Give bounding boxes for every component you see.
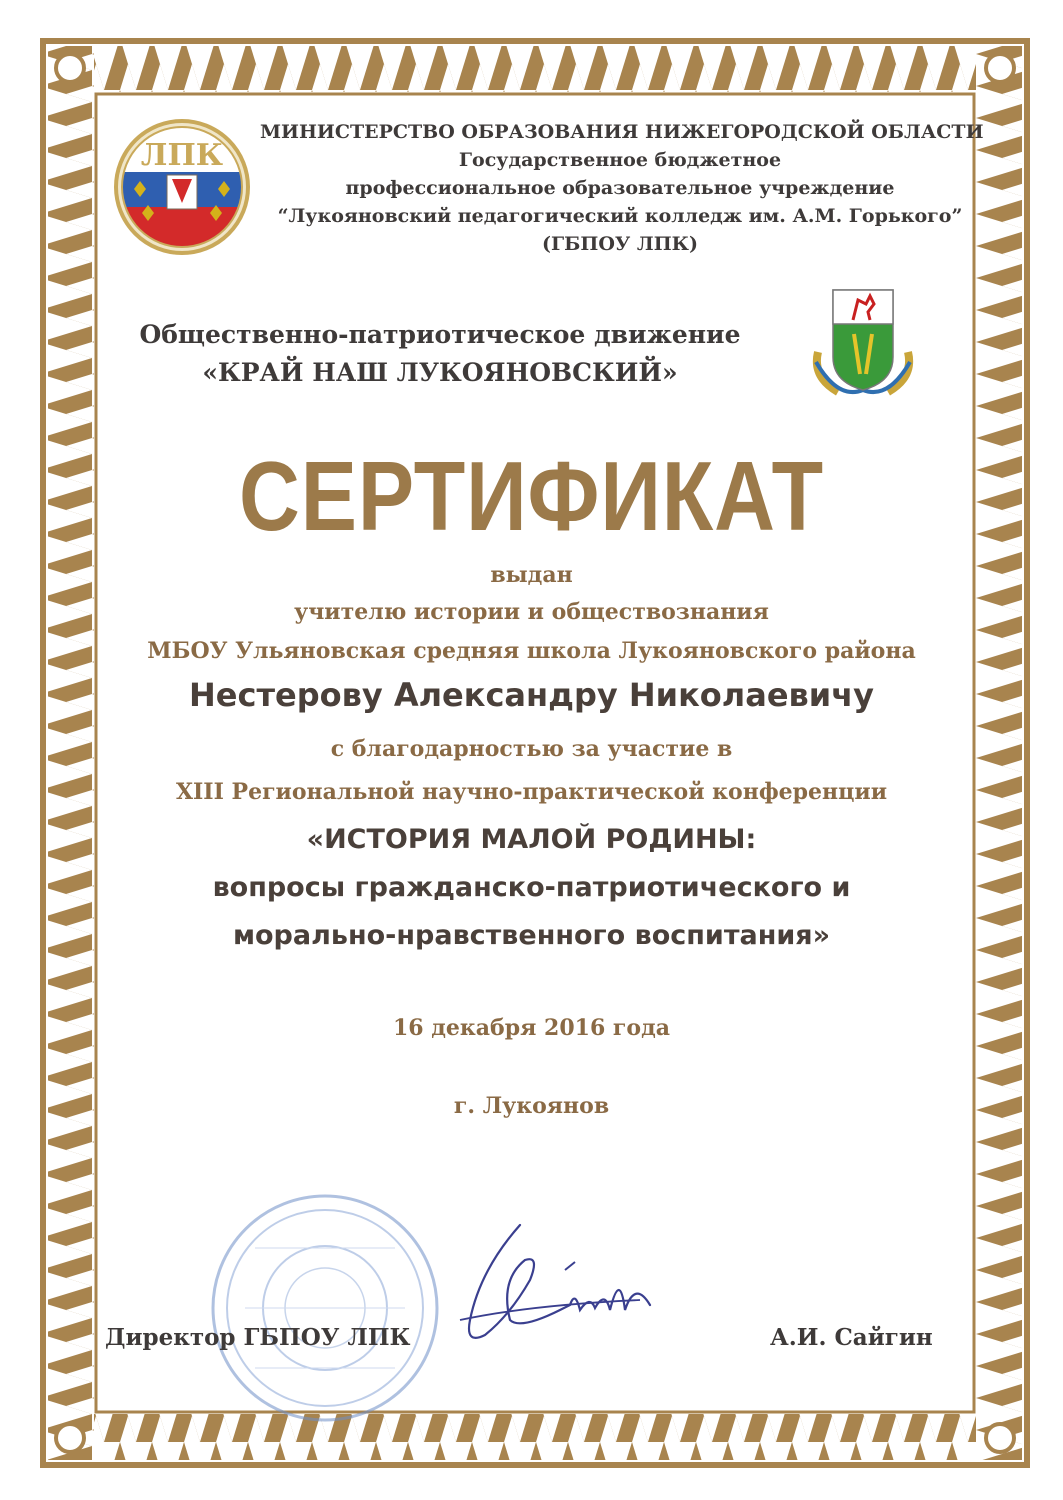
certificate-title: СЕРТИФИКАТ	[239, 441, 824, 551]
movement-line-2: «КРАЙ НАШ ЛУКОЯНОВСКИЙ»	[202, 358, 678, 387]
certificate-city: г. Лукоянов	[453, 1093, 610, 1119]
issued-label: выдан	[490, 562, 573, 588]
recipient-school: МБОУ Ульяновская средняя школа Лукояновского района	[147, 638, 916, 664]
director-role: Директор ГБПОУ ЛПК	[105, 1324, 411, 1351]
official-stamp-icon	[205, 1188, 445, 1428]
conference-name: XIII Региональной научно-практической конференции	[175, 779, 888, 805]
conference-topic-line-3: морально-нравственного воспитания»	[232, 920, 831, 951]
college-name-line: “Лукояновский педагогический колледж им. А.М. Горького”	[277, 205, 963, 227]
institution-category-line: профессиональное образовательное учреждение	[345, 177, 895, 199]
college-logo	[112, 117, 252, 257]
institution-type-line: Государственное бюджетное	[458, 149, 782, 171]
certificate-date: 16 декабря 2016 года	[392, 1015, 670, 1041]
conference-topic-line-2: вопросы гражданско-патриотического и	[212, 872, 851, 903]
director-name: А.И. Сайгин	[770, 1324, 933, 1351]
thanks-line: с благодарностью за участие в	[330, 736, 733, 762]
college-abbreviation: (ГБПОУ ЛПК)	[542, 233, 698, 255]
movement-title	[110, 316, 770, 392]
recipient-position: учителю истории и обществознания	[294, 599, 769, 625]
director-signature-icon	[440, 1210, 670, 1360]
logo-text: ЛПК	[140, 138, 224, 173]
ministry-line: МИНИСТЕРСТВО ОБРАЗОВАНИЯ НИЖЕГОРОДСКОЙ ОБЛАСТИ	[260, 121, 984, 143]
coat-of-arms-icon	[808, 282, 918, 402]
organization-header	[260, 118, 984, 258]
movement-line-1: Общественно-патриотическое движение	[139, 320, 741, 349]
recipient-name: Нестерову Александру Николаевичу	[188, 676, 875, 714]
conference-topic-line-1: «ИСТОРИЯ МАЛОЙ РОДИНЫ:	[306, 824, 757, 855]
